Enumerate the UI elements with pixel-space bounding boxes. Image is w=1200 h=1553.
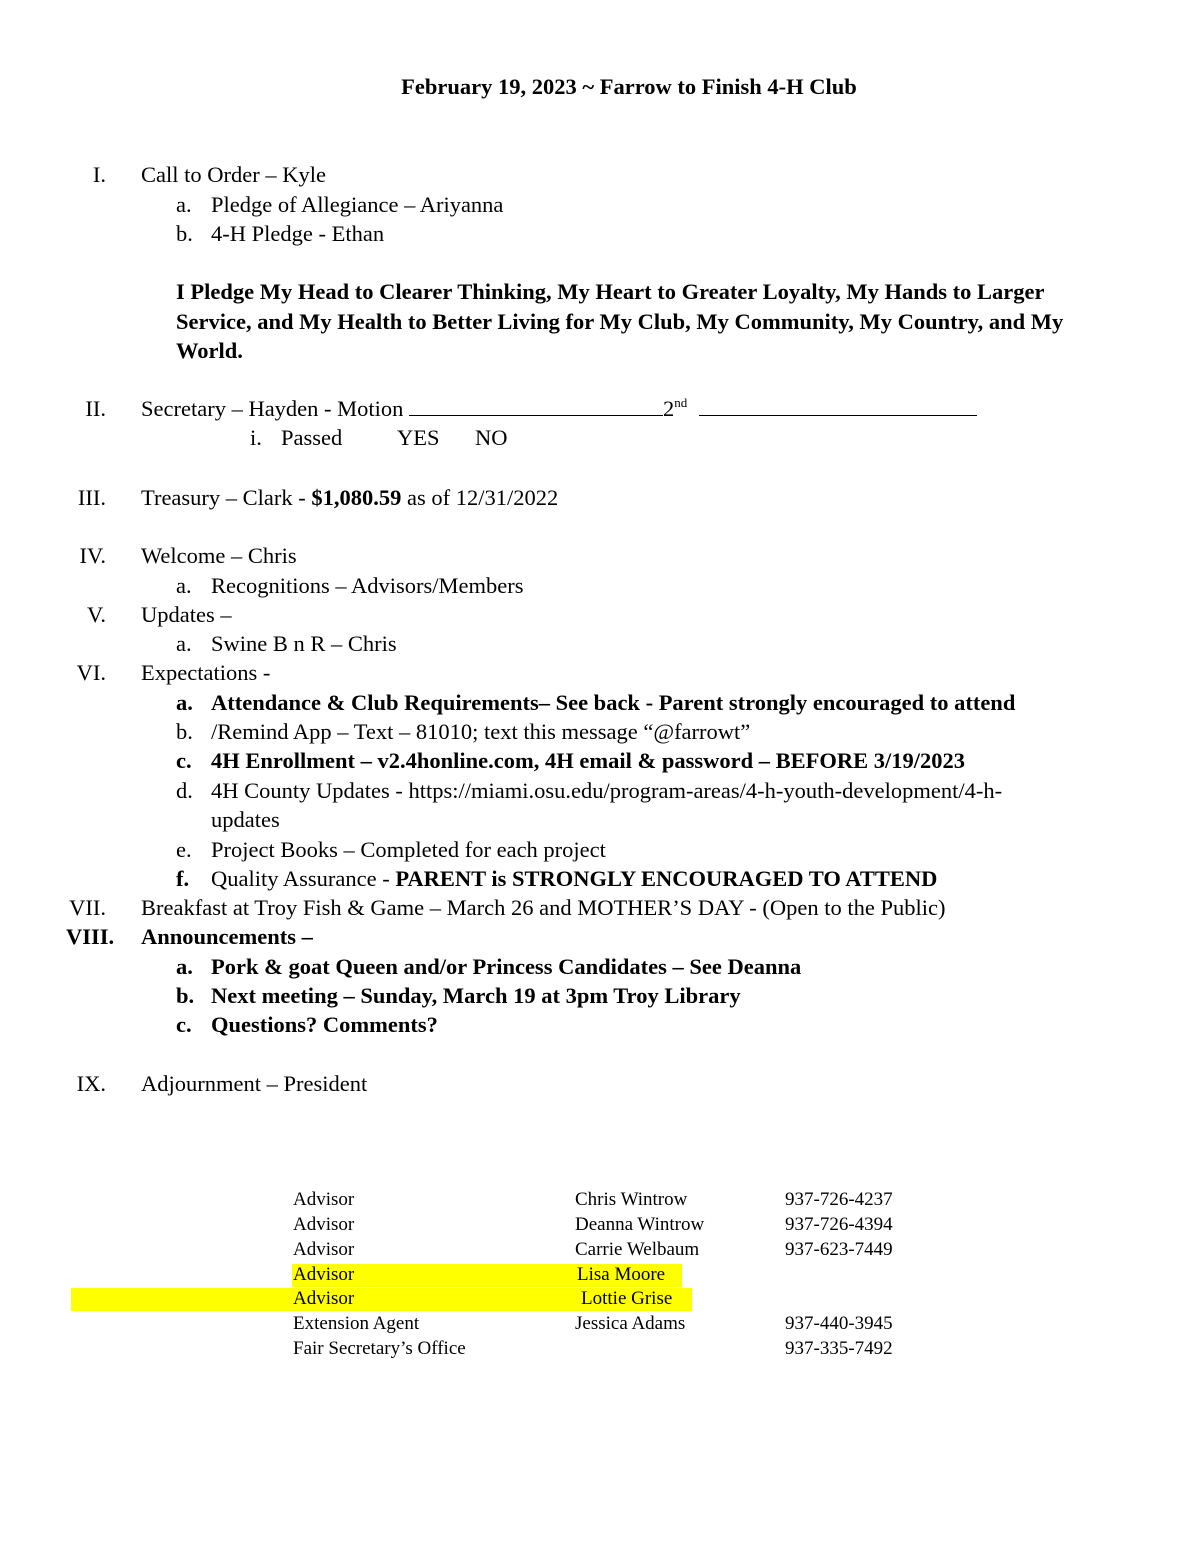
item-ix-number: IX. bbox=[76, 1071, 106, 1096]
item-iii-number: III. bbox=[77, 485, 106, 510]
item-ii-number: II. bbox=[85, 396, 106, 421]
contact-phone: 937-335-7492 bbox=[785, 1338, 893, 1359]
item-ii-i-number: i. bbox=[250, 425, 262, 450]
item-viii-number: VIII. bbox=[66, 924, 115, 949]
item-vi-d-text-2: updates bbox=[211, 807, 280, 832]
item-v-a-letter: a. bbox=[176, 631, 192, 656]
contact-phone: 937-726-4394 bbox=[785, 1214, 893, 1235]
item-vi-f-line bbox=[211, 864, 937, 893]
item-viii-a-letter: a. bbox=[176, 954, 193, 979]
contact-name: Lottie Grise bbox=[581, 1288, 673, 1309]
item-ix-text: Adjournment – President bbox=[141, 1071, 368, 1096]
treasury-amount: $1,080.59 bbox=[311, 485, 402, 510]
item-vi-e-letter: e. bbox=[176, 837, 192, 862]
item-vi-d-letter: d. bbox=[176, 778, 193, 803]
contact-row: Advisor bbox=[293, 1288, 355, 1309]
item-i-a-letter: a. bbox=[176, 192, 192, 217]
item-iii-text: Treasury – Clark - bbox=[141, 485, 312, 510]
contact-row: Extension Agent bbox=[293, 1313, 420, 1334]
item-vii-text: Breakfast at Troy Fish & Game – March 26 and MOTHER’S DAY - (Open to the Public) bbox=[141, 895, 946, 920]
motion-blank bbox=[409, 395, 663, 416]
contact-name: Chris Wintrow bbox=[575, 1189, 688, 1210]
contact-phone: 937-623-7449 bbox=[785, 1239, 893, 1260]
item-i-number: I. bbox=[92, 162, 106, 187]
contact-row: Advisor bbox=[293, 1189, 355, 1210]
item-vii-number: VII. bbox=[69, 895, 106, 920]
item-vi-f-plain: Quality Assurance - bbox=[211, 866, 396, 891]
item-ii-no: NO bbox=[475, 425, 508, 450]
item-viii-text: Announcements – bbox=[141, 924, 313, 949]
item-iii-line bbox=[141, 483, 558, 512]
item-vi-c-letter: c. bbox=[176, 748, 192, 773]
contact-phone: 937-726-4237 bbox=[785, 1189, 893, 1210]
item-i-b-letter: b. bbox=[176, 221, 193, 246]
item-vi-a-text: Attendance & Club Requirements– See back - Parent strongly encouraged to attend bbox=[211, 690, 1016, 715]
item-ii-line bbox=[141, 394, 977, 423]
item-i-b-text: 4-H Pledge - Ethan bbox=[211, 221, 385, 246]
contact-name: Jessica Adams bbox=[575, 1313, 686, 1334]
item-iv-number: IV. bbox=[79, 543, 106, 568]
item-v-a-text: Swine B n R – Chris bbox=[211, 631, 397, 656]
second-label: 2 bbox=[663, 396, 675, 421]
item-vi-a-letter: a. bbox=[176, 690, 193, 715]
item-iv-a-text: Recognitions – Advisors/Members bbox=[211, 573, 524, 598]
item-vi-b-text: /Remind App – Text – 81010; text this message “@farrowt” bbox=[211, 719, 751, 744]
item-viii-c-text: Questions? Comments? bbox=[211, 1012, 438, 1037]
item-ii-yes: YES bbox=[397, 425, 440, 450]
item-vi-b-letter: b. bbox=[176, 719, 193, 744]
item-viii-b-text: Next meeting – Sunday, March 19 at 3pm Troy Library bbox=[211, 983, 741, 1008]
item-vi-number: VI. bbox=[76, 660, 106, 685]
page-title: February 19, 2023 ~ Farrow to Finish 4-H Club bbox=[401, 74, 857, 99]
second-blank bbox=[699, 395, 977, 416]
contact-row: Fair Secretary’s Office bbox=[293, 1338, 466, 1359]
contact-row: Advisor bbox=[293, 1264, 355, 1285]
item-i-a-text: Pledge of Allegiance – Ariyanna bbox=[211, 192, 504, 217]
item-iv-text: Welcome – Chris bbox=[141, 543, 297, 568]
item-vi-c-text: 4H Enrollment – v2.4honline.com, 4H email & password – BEFORE 3/19/2023 bbox=[211, 748, 965, 773]
item-viii-c-letter: c. bbox=[176, 1012, 192, 1037]
treasury-asof: as of 12/31/2022 bbox=[401, 485, 559, 510]
item-vi-f-letter: f. bbox=[176, 866, 190, 891]
contact-name: Deanna Wintrow bbox=[575, 1214, 705, 1235]
item-vi-d-text-1: 4H County Updates - https://miami.osu.edu/program-areas/4-h-youth-development/4-h- bbox=[211, 778, 1003, 803]
item-ii-text: Secretary – Hayden - Motion bbox=[141, 396, 404, 421]
item-viii-b-letter: b. bbox=[176, 983, 195, 1008]
item-vi-e-text: Project Books – Completed for each project bbox=[211, 837, 606, 862]
item-v-text: Updates – bbox=[141, 602, 232, 627]
pledge-text: I Pledge My Head to Clearer Thinking, My Heart to Greater Loyalty, My Hands to Larger Service, and My Health to Better Living for My Club, My Community, My Country, and My World. bbox=[176, 279, 1064, 363]
item-vi-f-bold: PARENT is STRONGLY ENCOURAGED TO ATTEND bbox=[395, 866, 938, 891]
item-ii-passed: Passed bbox=[281, 425, 343, 450]
second-sup: nd bbox=[674, 394, 688, 410]
contact-name: Carrie Welbaum bbox=[575, 1239, 700, 1260]
item-vi-text: Expectations - bbox=[141, 660, 271, 685]
contact-phone: 937-440-3945 bbox=[785, 1313, 893, 1334]
item-iv-a-letter: a. bbox=[176, 573, 192, 598]
item-i-text: Call to Order – Kyle bbox=[141, 162, 326, 187]
contact-row: Advisor bbox=[293, 1214, 355, 1235]
item-viii-a-text: Pork & goat Queen and/or Princess Candidates – See Deanna bbox=[211, 954, 802, 979]
contact-row: Advisor bbox=[293, 1239, 355, 1260]
item-v-number: V. bbox=[87, 602, 106, 627]
contact-name: Lisa Moore bbox=[577, 1264, 666, 1285]
